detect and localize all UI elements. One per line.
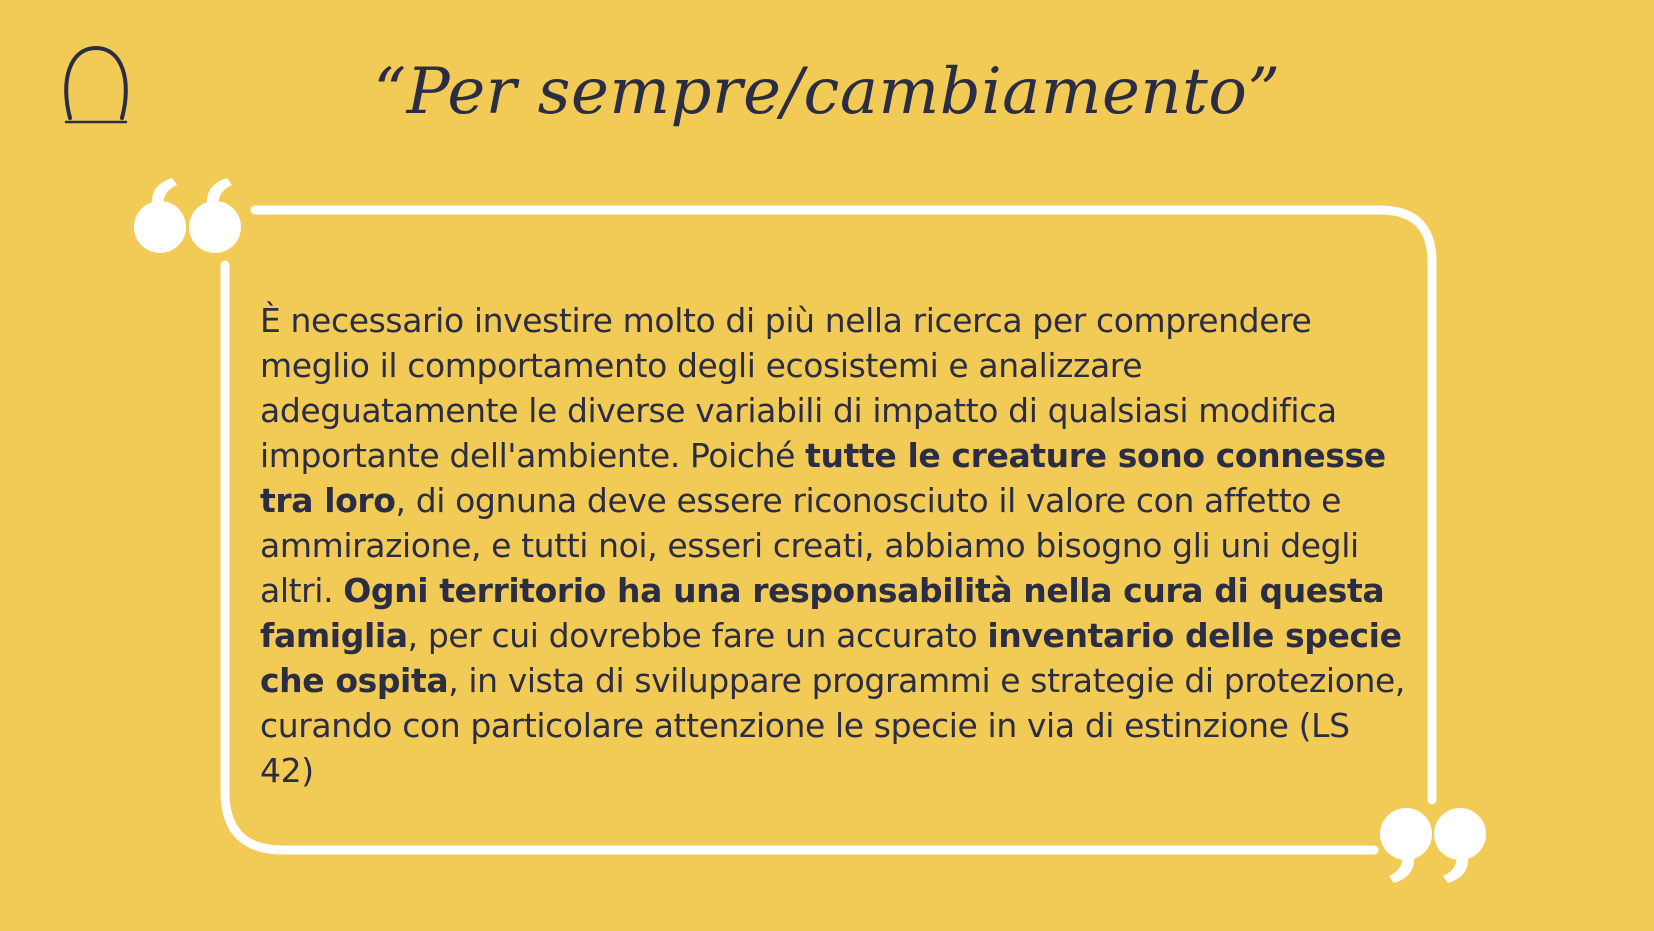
quote-segment: , di ognuna deve essere riconosciuto il valore con affetto e ammirazione, e tutti noi, esseri creati, abbiamo bisogno gli uni degli altri. [260,481,1359,610]
quote-emphasis: tutte le creature sono connesse tra loro [260,436,1386,520]
page-title: “Per sempre/cambiamento” [373,55,1281,129]
quote-text [260,298,1410,793]
close-quote-icon [1380,808,1486,883]
quote-segment: , in vista di sviluppare programmi e strategie di protezione, curando con particolare attenzione le specie in via di estinzione (LS 42) [260,661,1405,790]
quote-segment: È necessario investire molto di più nella ricerca per comprendere meglio il comportamento degli ecosistemi e analizzare adeguatamente le diverse variabili di impatto di qualsiasi modifica importante dell'ambiente. Poiché [260,301,1337,475]
quote-emphasis: Ogni territorio ha una responsabilità nella cura di questa famiglia [260,571,1385,655]
open-quote-icon [134,178,241,253]
quote-emphasis: inventario delle specie che ospita [260,616,1402,700]
quote-segment: , per cui dovrebbe fare un accurato [407,616,988,655]
